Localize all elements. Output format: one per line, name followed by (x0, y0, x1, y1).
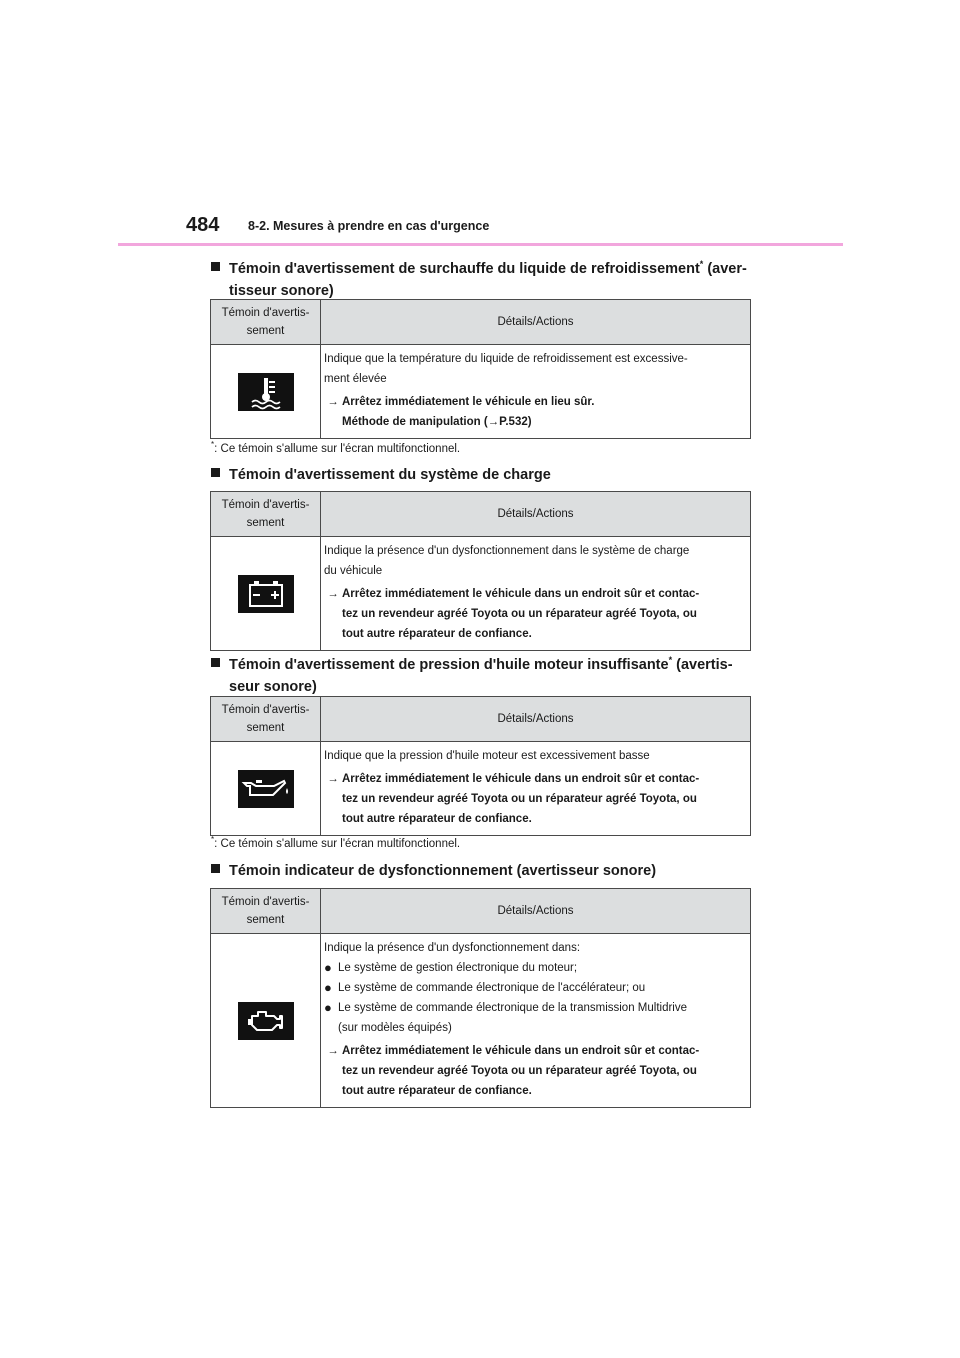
table-header-row (211, 492, 751, 537)
warning-table-charging (210, 491, 751, 651)
table-header-row (211, 697, 751, 742)
bullet-icon: ● (324, 1000, 332, 1015)
running-head: 8-2. Mesures à prendre en cas d'urgence (248, 219, 490, 233)
engine-icon (238, 1002, 294, 1040)
list-item: ● Le système de commande électronique de la transmission Multidrive (324, 998, 744, 1018)
section-title-malfunction: Témoin indicateur de dysfonctionnement (avertisseur sonore) (211, 860, 656, 882)
battery-icon (238, 575, 294, 613)
arrow-icon: → (327, 588, 339, 600)
arrow-icon: → (327, 396, 339, 408)
table-row: Indique que la pression d'huile moteur est excessivement basse → Arrêtez immédiatement le véhicule dans un endroit sûr et contac- tez un revendeur agréé Toyota ou un réparateur agréé Toyota, ou tout autre réparateur de confiance. (211, 742, 751, 836)
square-bullet-icon (211, 468, 220, 477)
column-header-details: Détails/Actions (321, 300, 751, 345)
oil-can-icon (238, 770, 294, 808)
section-title-coolant: Témoin d'avertissement de surchauffe du liquide de refroidissement* (aver- tisseur sonore) (211, 253, 747, 302)
list-item: ● Le système de gestion électronique du moteur; (324, 958, 744, 978)
square-bullet-icon (211, 864, 220, 873)
arrow-icon: → (327, 773, 339, 785)
footnote: *: Ce témoin s'allume sur l'écran multifonctionnel. (211, 835, 461, 850)
page-number: 484 (186, 214, 220, 236)
warning-table-malfunction (210, 888, 751, 1108)
column-header-indicator: Témoin d'avertis- sement (211, 300, 321, 345)
square-bullet-icon (211, 262, 220, 271)
header-rule (118, 243, 843, 246)
table-header-row (211, 889, 751, 934)
arrow-icon: → (327, 1045, 339, 1057)
section-title-charging: Témoin d'avertissement du système de charge (211, 464, 551, 486)
section-title-oil-pressure: Témoin d'avertissement de pression d'huile moteur insuffisante* (avertis- seur sonore) (211, 649, 733, 698)
table-header-row (211, 300, 751, 345)
table-row: Indique la présence d'un dysfonctionnement dans le système de charge du véhicule → Arrêtez immédiatement le véhicule dans un endroit sûr et contac- tez un revendeur agréé Toyota ou un réparateur agréé Toyota, ou tout autre réparateur de confiance. (211, 537, 751, 651)
list-item: ● Le système de commande électronique de l'accélérateur; ou (324, 978, 744, 998)
table-row: Indique la présence d'un dysfonctionnement dans: ● Le système de gestion électronique du moteur; ● Le système de commande électronique de l'accélérateur; ou ● Le système de commande électronique de la transmission Multidrive (sur modèles équipés) → Arrêtez immédiatement le véhicule dans un endroit sûr et contac- tez un revendeur agréé Toyota ou un réparateur agréé Toyota, ou tout autre réparateur de confiance. (211, 934, 751, 1108)
square-bullet-icon (211, 658, 220, 667)
bullet-icon: ● (324, 960, 332, 975)
column-header-indicator: Témoin d'avertis- sement (211, 889, 321, 934)
table-row: Indique que la température du liquide de refroidissement est excessive- ment élevée → Arrêtez immédiatement le véhicule en lieu sûr. Méthode de manipulation (→P.532) (211, 345, 751, 439)
column-header-indicator: Témoin d'avertis- sement (211, 492, 321, 537)
column-header-indicator: Témoin d'avertis- sement (211, 697, 321, 742)
bullet-icon: ● (324, 980, 332, 995)
column-header-details: Détails/Actions (321, 697, 751, 742)
footnote: *: Ce témoin s'allume sur l'écran multifonctionnel. (211, 440, 461, 455)
column-header-details: Détails/Actions (321, 889, 751, 934)
warning-table-coolant (210, 299, 751, 439)
coolant-temperature-icon (238, 373, 294, 411)
warning-table-oil-pressure (210, 696, 751, 836)
column-header-details: Détails/Actions (321, 492, 751, 537)
